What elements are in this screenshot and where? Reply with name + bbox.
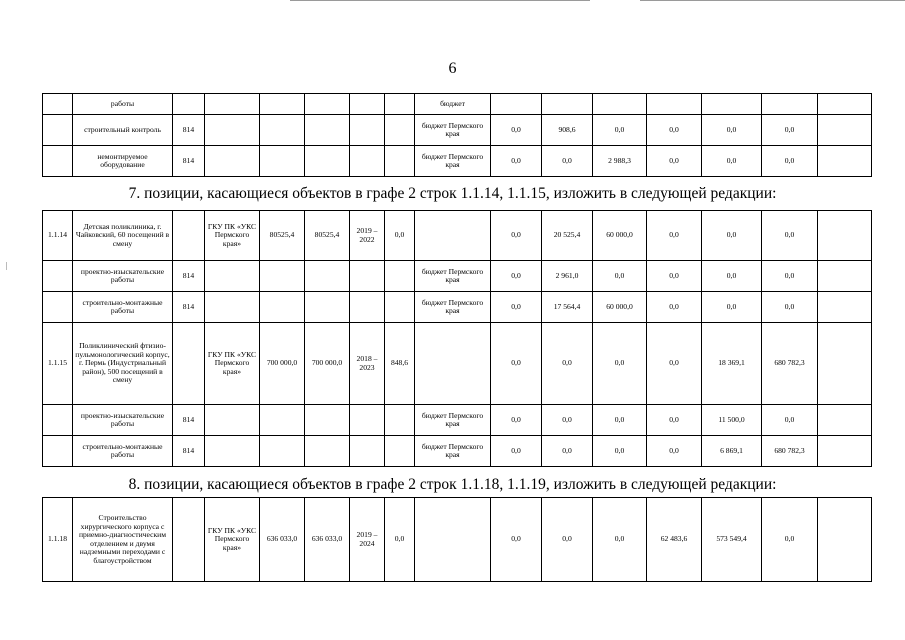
table-cell: 0,0 bbox=[647, 323, 702, 405]
table-cell bbox=[818, 292, 872, 323]
section-heading-7: 7. позиции, касающиеся объектов в графе 2 строк 1.1.14, 1.1.15, изложить в следующей редакции: bbox=[128, 185, 777, 202]
table-cell: 0,0 bbox=[385, 211, 415, 261]
table-cell: 0,0 bbox=[491, 261, 542, 292]
table-cell bbox=[305, 146, 350, 177]
table-cell: 0,0 bbox=[647, 292, 702, 323]
table-cell bbox=[350, 261, 385, 292]
table-cell: 11 500,0 bbox=[702, 405, 762, 436]
table-cell: 20 525,4 bbox=[542, 211, 593, 261]
table-cell bbox=[415, 211, 491, 261]
table-cell: 680 782,3 bbox=[762, 436, 818, 467]
table-cell bbox=[647, 94, 702, 115]
table-cell: 0,0 bbox=[647, 261, 702, 292]
table-cell: 814 bbox=[173, 146, 205, 177]
table-row bbox=[43, 498, 872, 582]
table-cell bbox=[350, 146, 385, 177]
table-cell: 1.1.14 bbox=[43, 211, 73, 261]
table-cell: 1.1.15 bbox=[43, 323, 73, 405]
table-cell bbox=[385, 405, 415, 436]
table-cell: 0,0 bbox=[647, 115, 702, 146]
table-cell bbox=[305, 261, 350, 292]
table-cell bbox=[818, 405, 872, 436]
table-cell bbox=[305, 436, 350, 467]
table-cell bbox=[43, 94, 73, 115]
page-number: 6 bbox=[448, 60, 457, 77]
table-cell bbox=[260, 115, 305, 146]
table-row bbox=[43, 211, 872, 261]
table-cell: 0,0 bbox=[542, 436, 593, 467]
table-cell: 0,0 bbox=[647, 405, 702, 436]
table-cell bbox=[205, 436, 260, 467]
table-cell: 1.1.18 bbox=[43, 498, 73, 582]
table-cell: 17 564,4 bbox=[542, 292, 593, 323]
table-cell: бюджет Пермского края bbox=[415, 146, 491, 177]
table-cell: 0,0 bbox=[647, 146, 702, 177]
table-cell bbox=[542, 94, 593, 115]
table-cell: Детская поликлиника, г. Чайковский, 60 посещений в смену bbox=[73, 211, 173, 261]
table-objects-1-1-14-1-1-15 bbox=[42, 210, 872, 467]
table-cell: 0,0 bbox=[491, 211, 542, 261]
table-objects-1-1-18 bbox=[42, 497, 872, 582]
table-cell: 0,0 bbox=[702, 115, 762, 146]
table-cell bbox=[415, 323, 491, 405]
table-cell: 0,0 bbox=[542, 146, 593, 177]
table-cell: 0,0 bbox=[593, 498, 647, 582]
table-cell: 908,6 bbox=[542, 115, 593, 146]
table-cell: 0,0 bbox=[542, 498, 593, 582]
table-cell: 0,0 bbox=[385, 498, 415, 582]
table-cell: 0,0 bbox=[491, 115, 542, 146]
table-cell: 814 bbox=[173, 115, 205, 146]
table-cell: 80525,4 bbox=[305, 211, 350, 261]
table-cell: 60 000,0 bbox=[593, 211, 647, 261]
table-cell bbox=[818, 146, 872, 177]
table-cell bbox=[702, 94, 762, 115]
table-cell: строительно-монтажные работы bbox=[73, 436, 173, 467]
table-cell: 18 369,1 bbox=[702, 323, 762, 405]
table-cell: ГКУ ПК «УКС Пермского края» bbox=[205, 498, 260, 582]
table-cell: работы bbox=[73, 94, 173, 115]
table-cell bbox=[350, 436, 385, 467]
table-cell bbox=[43, 146, 73, 177]
table-cell: 0,0 bbox=[491, 436, 542, 467]
table-cell bbox=[491, 94, 542, 115]
table-cell bbox=[43, 436, 73, 467]
table-row bbox=[43, 405, 872, 436]
table-cell: 0,0 bbox=[762, 498, 818, 582]
table-cell: ГКУ ПК «УКС Пермского края» bbox=[205, 323, 260, 405]
table-cell bbox=[818, 94, 872, 115]
table-cell: 0,0 bbox=[593, 115, 647, 146]
table-cell bbox=[305, 94, 350, 115]
table-cell: Поликлинический фтизио-пульмонологический корпус, г. Пермь (Индустриальный район), 500 посещений в смену bbox=[73, 323, 173, 405]
table-cell: 2019 – 2022 bbox=[350, 211, 385, 261]
table-cell: 814 bbox=[173, 405, 205, 436]
table-cell bbox=[205, 405, 260, 436]
table-cell: 0,0 bbox=[593, 261, 647, 292]
table-cell: 0,0 bbox=[491, 405, 542, 436]
table-cell: 680 782,3 bbox=[762, 323, 818, 405]
table-cell: бюджет Пермского края bbox=[415, 436, 491, 467]
table-cell bbox=[260, 146, 305, 177]
table-cell: 2 988,3 bbox=[593, 146, 647, 177]
table-cell bbox=[385, 261, 415, 292]
table-cell bbox=[173, 94, 205, 115]
section-heading-8: 8. позиции, касающиеся объектов в графе 2 строк 1.1.18, 1.1.19, изложить в следующей редакции: bbox=[128, 476, 777, 493]
table-cell: 0,0 bbox=[542, 323, 593, 405]
table-cell bbox=[305, 405, 350, 436]
table-cell: проектно-изыскательские работы bbox=[73, 261, 173, 292]
top-rule-left bbox=[290, 0, 590, 1]
table-cell bbox=[818, 261, 872, 292]
table-cell bbox=[818, 436, 872, 467]
top-rule-right bbox=[640, 0, 905, 1]
table-cell: 60 000,0 bbox=[593, 292, 647, 323]
table-cell: 62 483,6 bbox=[647, 498, 702, 582]
table-cell bbox=[762, 94, 818, 115]
table-cell: 2018 – 2023 bbox=[350, 323, 385, 405]
table-row bbox=[43, 115, 872, 146]
table-cell: проектно-изыскательские работы bbox=[73, 405, 173, 436]
table-cell bbox=[305, 292, 350, 323]
table-cell: 0,0 bbox=[762, 146, 818, 177]
table-cell: 2019 – 2024 bbox=[350, 498, 385, 582]
table-cell bbox=[385, 146, 415, 177]
table-cell bbox=[415, 498, 491, 582]
table-cell bbox=[385, 115, 415, 146]
table-cell: бюджет Пермского края bbox=[415, 405, 491, 436]
table-cell bbox=[818, 211, 872, 261]
table-cell bbox=[173, 323, 205, 405]
table-cell bbox=[173, 211, 205, 261]
table-cell: ГКУ ПК «УКС Пермского края» bbox=[205, 211, 260, 261]
table-cell: бюджет Пермского края bbox=[415, 115, 491, 146]
table-continuation bbox=[42, 93, 872, 177]
table-cell bbox=[385, 94, 415, 115]
table-cell bbox=[205, 94, 260, 115]
scan-edge-mark bbox=[6, 262, 7, 270]
table-cell: бюджет bbox=[415, 94, 491, 115]
table-cell bbox=[205, 261, 260, 292]
table-cell bbox=[350, 115, 385, 146]
table-cell: 0,0 bbox=[593, 405, 647, 436]
table-cell: 0,0 bbox=[542, 405, 593, 436]
table-cell bbox=[43, 405, 73, 436]
table-cell: 0,0 bbox=[491, 323, 542, 405]
table-cell: 0,0 bbox=[702, 292, 762, 323]
table-cell bbox=[43, 292, 73, 323]
table-cell: 2 961,0 bbox=[542, 261, 593, 292]
table-cell: 700 000,0 bbox=[305, 323, 350, 405]
table-cell: 6 869,1 bbox=[702, 436, 762, 467]
table-cell: 0,0 bbox=[593, 436, 647, 467]
table-cell bbox=[260, 405, 305, 436]
table-cell bbox=[260, 436, 305, 467]
table-cell: 814 bbox=[173, 292, 205, 323]
table-cell: строительно-монтажные работы bbox=[73, 292, 173, 323]
table-cell: 0,0 bbox=[702, 146, 762, 177]
table-cell bbox=[350, 405, 385, 436]
table-row bbox=[43, 261, 872, 292]
table-cell bbox=[260, 261, 305, 292]
table-cell: 0,0 bbox=[491, 292, 542, 323]
table-cell bbox=[43, 261, 73, 292]
table-cell: 814 bbox=[173, 261, 205, 292]
table-cell: Строительство хирургического корпуса с приемно-диагностическим отделением и двумя надземными переходами с благоустройством bbox=[73, 498, 173, 582]
table-cell bbox=[205, 115, 260, 146]
table-cell bbox=[305, 115, 350, 146]
table-cell: 814 bbox=[173, 436, 205, 467]
table-row bbox=[43, 436, 872, 467]
table-row bbox=[43, 146, 872, 177]
table-cell: 0,0 bbox=[762, 211, 818, 261]
table-cell: 636 033,0 bbox=[260, 498, 305, 582]
table-row bbox=[43, 323, 872, 405]
table-cell bbox=[173, 498, 205, 582]
table-cell: бюджет Пермского края bbox=[415, 292, 491, 323]
table-cell: 636 033,0 bbox=[305, 498, 350, 582]
table-cell: 0,0 bbox=[491, 146, 542, 177]
table-cell: 0,0 bbox=[762, 405, 818, 436]
table-cell: немонтируемое оборудование bbox=[73, 146, 173, 177]
table-cell: 0,0 bbox=[647, 436, 702, 467]
table-cell bbox=[385, 436, 415, 467]
table-cell bbox=[205, 146, 260, 177]
table-row bbox=[43, 94, 872, 115]
table-cell: 80525,4 bbox=[260, 211, 305, 261]
table-cell: 0,0 bbox=[702, 261, 762, 292]
table-cell bbox=[205, 292, 260, 323]
table-row bbox=[43, 292, 872, 323]
table-cell bbox=[593, 94, 647, 115]
table-cell: 0,0 bbox=[762, 115, 818, 146]
table-cell: 0,0 bbox=[762, 261, 818, 292]
table-cell bbox=[385, 292, 415, 323]
table-cell: 0,0 bbox=[762, 292, 818, 323]
table-cell: 700 000,0 bbox=[260, 323, 305, 405]
table-cell: строительный контроль bbox=[73, 115, 173, 146]
table-cell: 0,0 bbox=[647, 211, 702, 261]
table-cell: бюджет Пермского края bbox=[415, 261, 491, 292]
table-cell bbox=[818, 498, 872, 582]
table-cell bbox=[818, 115, 872, 146]
table-cell bbox=[260, 292, 305, 323]
table-cell: 0,0 bbox=[491, 498, 542, 582]
table-cell: 848,6 bbox=[385, 323, 415, 405]
table-cell: 0,0 bbox=[593, 323, 647, 405]
table-cell: 0,0 bbox=[702, 211, 762, 261]
table-cell bbox=[350, 292, 385, 323]
table-cell bbox=[260, 94, 305, 115]
table-cell bbox=[350, 94, 385, 115]
table-cell bbox=[818, 323, 872, 405]
table-cell bbox=[43, 115, 73, 146]
table-cell: 573 549,4 bbox=[702, 498, 762, 582]
